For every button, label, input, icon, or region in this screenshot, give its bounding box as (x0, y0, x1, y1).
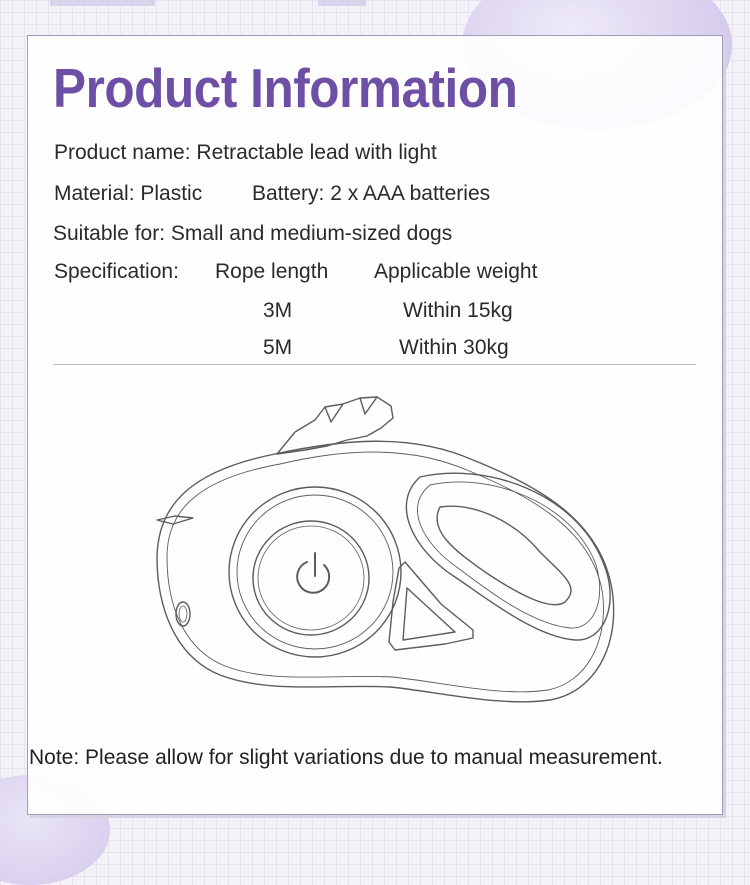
power-icon (297, 553, 329, 593)
spec-label: Specification: (54, 260, 179, 283)
spec-row-length: 3M (263, 299, 293, 322)
spec-header-rope-length: Rope length (215, 260, 329, 283)
spec-header-applicable-weight: Applicable weight (374, 260, 538, 283)
spec-row-weight: Within 30kg (399, 336, 509, 359)
battery: Battery: 2 x AAA batteries (252, 182, 491, 205)
retractable-lead-illustration (155, 392, 620, 707)
spec-row-weight: Within 15kg (403, 299, 513, 322)
spec-row-length: 5M (263, 336, 293, 359)
measurement-note: Note: Please allow for slight variations due to manual measurement. (29, 746, 663, 769)
divider (53, 364, 696, 365)
page-title: Product Information (53, 57, 518, 119)
decorative-bar (50, 0, 155, 6)
decorative-bar (318, 0, 366, 6)
product-name: Product name: Retractable lead with light (54, 141, 437, 164)
suitable-for: Suitable for: Small and medium-sized dogs (53, 222, 453, 245)
material: Material: Plastic (54, 182, 203, 205)
